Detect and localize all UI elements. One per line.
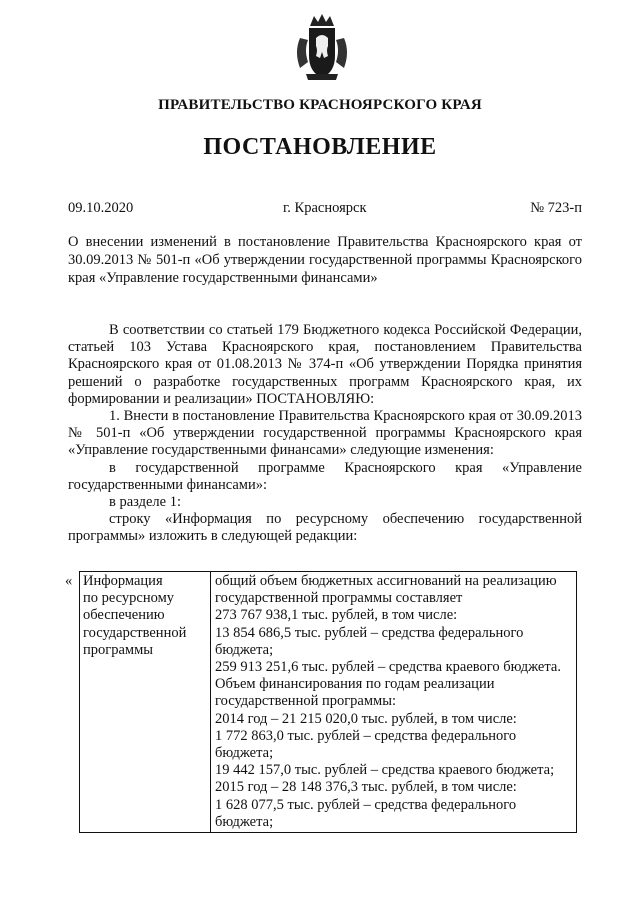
document-body: [68, 322, 582, 546]
table-row: [80, 572, 577, 833]
document-city: г. Красноярск: [283, 200, 367, 216]
content-line: бюджета;: [215, 745, 274, 762]
document-date: 09.10.2020: [68, 200, 134, 216]
paragraph-section: в разделе 1:: [109, 494, 182, 511]
content-line: 2014 год – 21 215 020,0 тыс. рублей, в том числе:: [215, 710, 517, 727]
label-line: программы: [83, 641, 153, 658]
content-line: 259 913 251,6 тыс. рублей – средства краевого бюджета.: [215, 659, 561, 676]
content-line: общий объем бюджетных ассигнований на реализацию: [215, 573, 557, 589]
content-line: бюджета;: [215, 813, 274, 830]
paragraph-item-1: 1. Внести в постановление Правительства Красноярского края от 30.09.2013 № 501-п «Об утверждении государственной программы Красноярского края «Управление государственными финансами» следующие изменения:: [68, 408, 582, 459]
content-line: 1 628 077,5 тыс. рублей – средства федерального: [215, 796, 517, 813]
content-line: 2015 год – 28 148 376,3 тыс. рублей, в том числе:: [215, 779, 517, 796]
government-title: ПРАВИТЕЛЬСТВО КРАСНОЯРСКОГО КРАЯ: [158, 97, 482, 113]
resource-info-table: [79, 571, 577, 833]
content-line: 13 854 686,5 тыс. рублей – средства федерального: [215, 624, 524, 641]
content-line: 19 442 157,0 тыс. рублей – средства краевого бюджета;: [215, 762, 555, 779]
label-line: государственной: [83, 624, 187, 641]
content-line: государственной программы составляет: [215, 590, 463, 607]
content-line: государственной программы:: [215, 693, 396, 710]
document-number: № 723-п: [530, 200, 582, 216]
paragraph-program: в государственной программе Красноярского края «Управление государственными финансами»:: [68, 459, 582, 493]
opening-quote: «: [65, 573, 73, 589]
label-line: обеспечению: [83, 607, 165, 624]
table-content-cell: [211, 572, 577, 833]
content-line: 1 772 863,0 тыс. рублей – средства федерального: [215, 727, 517, 744]
label-line: по ресурсному: [83, 590, 175, 607]
table-label-cell: [80, 572, 211, 833]
document-subject: О внесении изменений в постановление Правительства Красноярского края от 30.09.2013 № 501-п «Об утверждении государственной программы Красноярского края «Управление государственными финансами»: [68, 234, 582, 286]
content-line: Объем финансирования по годам реализации: [215, 676, 495, 693]
label-line: Информация: [83, 573, 163, 589]
content-line: бюджета;: [215, 641, 274, 658]
document-type-heading: ПОСТАНОВЛЕНИЕ: [203, 134, 437, 160]
paragraph-preamble: В соответствии со статьей 179 Бюджетного кодекса Российской Федерации, статьей 103 Устава Красноярского края, постановлением Правительства Красноярского края от 01.08.2013 № 374-п «Об утверждении Порядка принятия решений о разработке государственных программ Красноярского края, их формировании и реализации» ПОСТАНОВЛЯЮ:: [68, 322, 582, 407]
paragraph-row-instruction: строку «Информация по ресурсному обеспечению государственной программы» изложить в следующей редакции:: [68, 511, 582, 545]
content-line: 273 767 938,1 тыс. рублей, в том числе:: [215, 607, 458, 624]
krasnoyarsk-coat-of-arms-icon: [292, 12, 352, 84]
